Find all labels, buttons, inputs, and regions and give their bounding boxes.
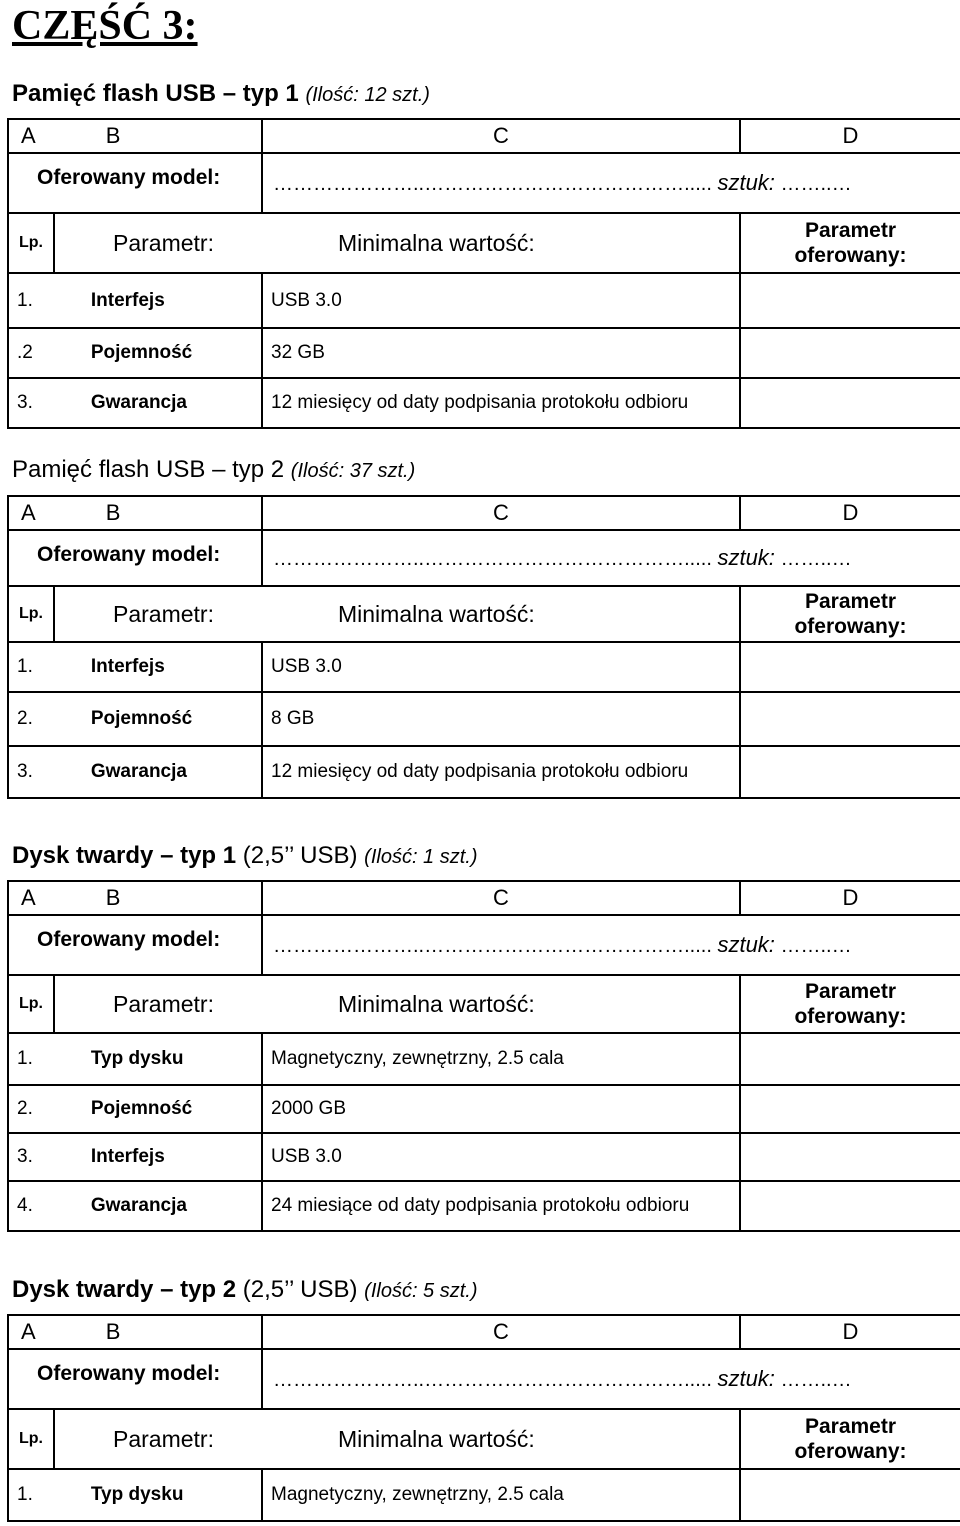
table-row [8,273,960,328]
section-quantity: (Ilość: 1 szt.) [364,846,478,868]
offered-param-header [740,213,960,273]
lp-header: Lp. [8,586,54,642]
column-b: B [105,500,121,525]
row-min-value: USB 3.0 [262,1133,740,1181]
row-label-cell [8,1085,262,1133]
section-title: Pamięć flash USB – typ 2 [12,456,285,483]
section-title: Pamięć flash USB – typ 1 [12,80,299,107]
row-number: 3. [17,1146,33,1167]
table-row [8,1181,960,1231]
row-min-value: 12 miesięcy od daty podpisania protokołu odbioru [262,378,740,428]
model-dots: …………………..…………………………………..... [273,548,718,570]
quantity-label: sztuk: [717,170,775,195]
spec-table [7,1314,960,1522]
row-min-value: USB 3.0 [262,273,740,328]
param-header [54,975,740,1033]
row-offered-input[interactable] [740,378,960,428]
section-title: Dysk twardy – typ 1 [12,842,237,869]
row-number: 1. [17,656,33,677]
param-label: Parametr: [113,229,214,256]
row-label-cell [8,273,262,328]
column-b: B [105,123,121,148]
row-offered-input[interactable] [740,328,960,378]
section-subtitle: (2,5’’ USB) [242,842,358,869]
column-letters-ab [8,1315,262,1349]
lp-header: Lp. [8,213,54,273]
section-heading [12,455,415,486]
offered-param-line1: Parametr [804,590,897,613]
table-row [8,1469,960,1521]
offered-model-label: Oferowany model: [8,153,262,213]
column-letters-row [8,1315,960,1349]
section-quantity: (Ilość: 5 szt.) [364,1280,478,1302]
row-label-cell [8,328,262,378]
offered-model-field[interactable] [262,1349,960,1409]
column-d: D [740,1315,960,1349]
minval-label: Minimalna wartość: [337,600,535,627]
quantity-dots: ……..… [774,1369,852,1391]
column-a: A [21,1319,36,1344]
quantity-dots: ……..… [774,935,852,957]
offered-model-row [8,530,960,586]
offered-model-row [8,1349,960,1409]
minval-label: Minimalna wartość: [337,990,535,1017]
row-parameter: Interfejs [90,656,165,677]
param-label: Parametr: [113,600,214,627]
row-offered-input[interactable] [740,746,960,798]
row-number: 3. [17,392,33,413]
param-header [54,586,740,642]
row-offered-input[interactable] [740,273,960,328]
column-letters-ab [8,881,262,915]
offered-model-field[interactable] [262,153,960,213]
row-min-value: 24 miesiące od daty podpisania protokołu odbioru [262,1181,740,1231]
row-parameter: Pojemność [90,708,193,729]
column-letters-row [8,496,960,530]
row-parameter: Typ dysku [90,1484,184,1505]
row-label-cell [8,1133,262,1181]
row-label-cell [8,1469,262,1521]
section-quantity: (Ilość: 37 szt.) [290,460,416,482]
minval-label: Minimalna wartość: [337,229,535,256]
section-subtitle: (2,5’’ USB) [242,1276,358,1303]
section-heading [12,79,430,110]
row-offered-input[interactable] [740,1469,960,1521]
section-heading [12,1275,478,1306]
param-header-row [8,1409,960,1469]
row-parameter: Gwarancja [90,392,187,413]
column-b: B [105,1319,121,1344]
column-c: C [262,119,740,153]
row-offered-input[interactable] [740,1085,960,1133]
section-quantity: (Ilość: 12 szt.) [305,84,430,106]
column-a: A [21,123,36,148]
section-heading [12,841,478,872]
table-row [8,378,960,428]
quantity-label: sztuk: [717,932,775,957]
row-number: 2. [17,708,33,729]
table-row [8,692,960,746]
row-parameter: Pojemność [90,1098,193,1119]
row-parameter: Pojemność [90,342,193,363]
offered-param-line2: oferowany: [794,615,907,638]
offered-model-label: Oferowany model: [8,915,262,975]
table-row [8,1033,960,1085]
column-letters-row [8,881,960,915]
offered-model-row [8,153,960,213]
row-min-value: Magnetyczny, zewnętrzny, 2.5 cala [262,1033,740,1085]
row-parameter: Gwarancja [90,1195,187,1216]
quantity-dots: ……..… [774,173,852,195]
param-header [54,1409,740,1469]
spec-table [7,495,960,799]
column-letters-row [8,119,960,153]
row-label-cell [8,642,262,692]
row-min-value: USB 3.0 [262,642,740,692]
row-parameter: Interfejs [90,289,165,311]
spec-table [7,880,960,1232]
param-header-row [8,975,960,1033]
row-number: 4. [17,1195,33,1216]
param-header-row [8,213,960,273]
model-dots: …………………..…………………………………..... [273,1369,718,1391]
column-c: C [262,881,740,915]
row-number: 3. [17,761,33,782]
offered-param-line1: Parametr [804,1415,897,1438]
row-label-cell [8,692,262,746]
offered-param-header [740,1409,960,1469]
offered-param-line2: oferowany: [794,1005,907,1028]
row-number: .2 [17,342,33,363]
column-a: A [21,500,36,525]
param-label: Parametr: [113,1425,214,1452]
row-min-value: Magnetyczny, zewnętrzny, 2.5 cala [262,1469,740,1521]
offered-model-field[interactable] [262,915,960,975]
table-row [8,1085,960,1133]
row-min-value: 2000 GB [262,1085,740,1133]
row-label-cell [8,1181,262,1231]
param-header [54,213,740,273]
table-row [8,746,960,798]
row-number: 1. [17,1484,33,1505]
offered-param-line1: Parametr [804,219,897,242]
spec-table [7,118,960,429]
row-offered-input[interactable] [740,1033,960,1085]
quantity-dots: ……..… [774,548,852,570]
row-min-value: 8 GB [262,692,740,746]
document-title: CZĘŚĆ 3: [12,3,198,49]
table-row [8,1133,960,1181]
param-label: Parametr: [113,990,214,1017]
quantity-label: sztuk: [717,1366,775,1391]
column-d: D [740,119,960,153]
row-label-cell [8,746,262,798]
table-row [8,642,960,692]
offered-model-label: Oferowany model: [8,1349,262,1409]
row-min-value: 12 miesięcy od daty podpisania protokołu odbioru [262,746,740,798]
column-letters-ab [8,119,262,153]
column-a: A [21,885,36,910]
offered-param-line2: oferowany: [794,1440,907,1463]
lp-header: Lp. [8,1409,54,1469]
offered-model-label: Oferowany model: [8,530,262,586]
row-label-cell [8,378,262,428]
quantity-label: sztuk: [717,545,775,570]
row-number: 1. [17,289,33,311]
offered-param-header [740,975,960,1033]
offered-param-header [740,586,960,642]
model-dots: …………………..…………………………………..... [273,173,718,195]
column-d: D [740,881,960,915]
row-min-value: 32 GB [262,328,740,378]
row-label-cell [8,1033,262,1085]
column-d: D [740,496,960,530]
minval-label: Minimalna wartość: [337,1425,535,1452]
model-dots: …………………..…………………………………..... [273,935,718,957]
column-c: C [262,1315,740,1349]
row-parameter: Gwarancja [90,761,187,782]
row-parameter: Interfejs [90,1146,165,1167]
offered-param-line2: oferowany: [794,244,907,267]
row-offered-input[interactable] [740,1181,960,1231]
offered-model-field[interactable] [262,530,960,586]
section-title: Dysk twardy – typ 2 [12,1276,237,1303]
row-offered-input[interactable] [740,642,960,692]
offered-model-row [8,915,960,975]
row-number: 2. [17,1098,33,1119]
offered-param-line1: Parametr [804,980,897,1003]
row-offered-input[interactable] [740,692,960,746]
row-parameter: Typ dysku [90,1048,184,1069]
param-header-row [8,586,960,642]
row-number: 1. [17,1048,33,1069]
row-offered-input[interactable] [740,1133,960,1181]
column-c: C [262,496,740,530]
column-letters-ab [8,496,262,530]
table-row [8,328,960,378]
column-b: B [105,885,121,910]
lp-header: Lp. [8,975,54,1033]
